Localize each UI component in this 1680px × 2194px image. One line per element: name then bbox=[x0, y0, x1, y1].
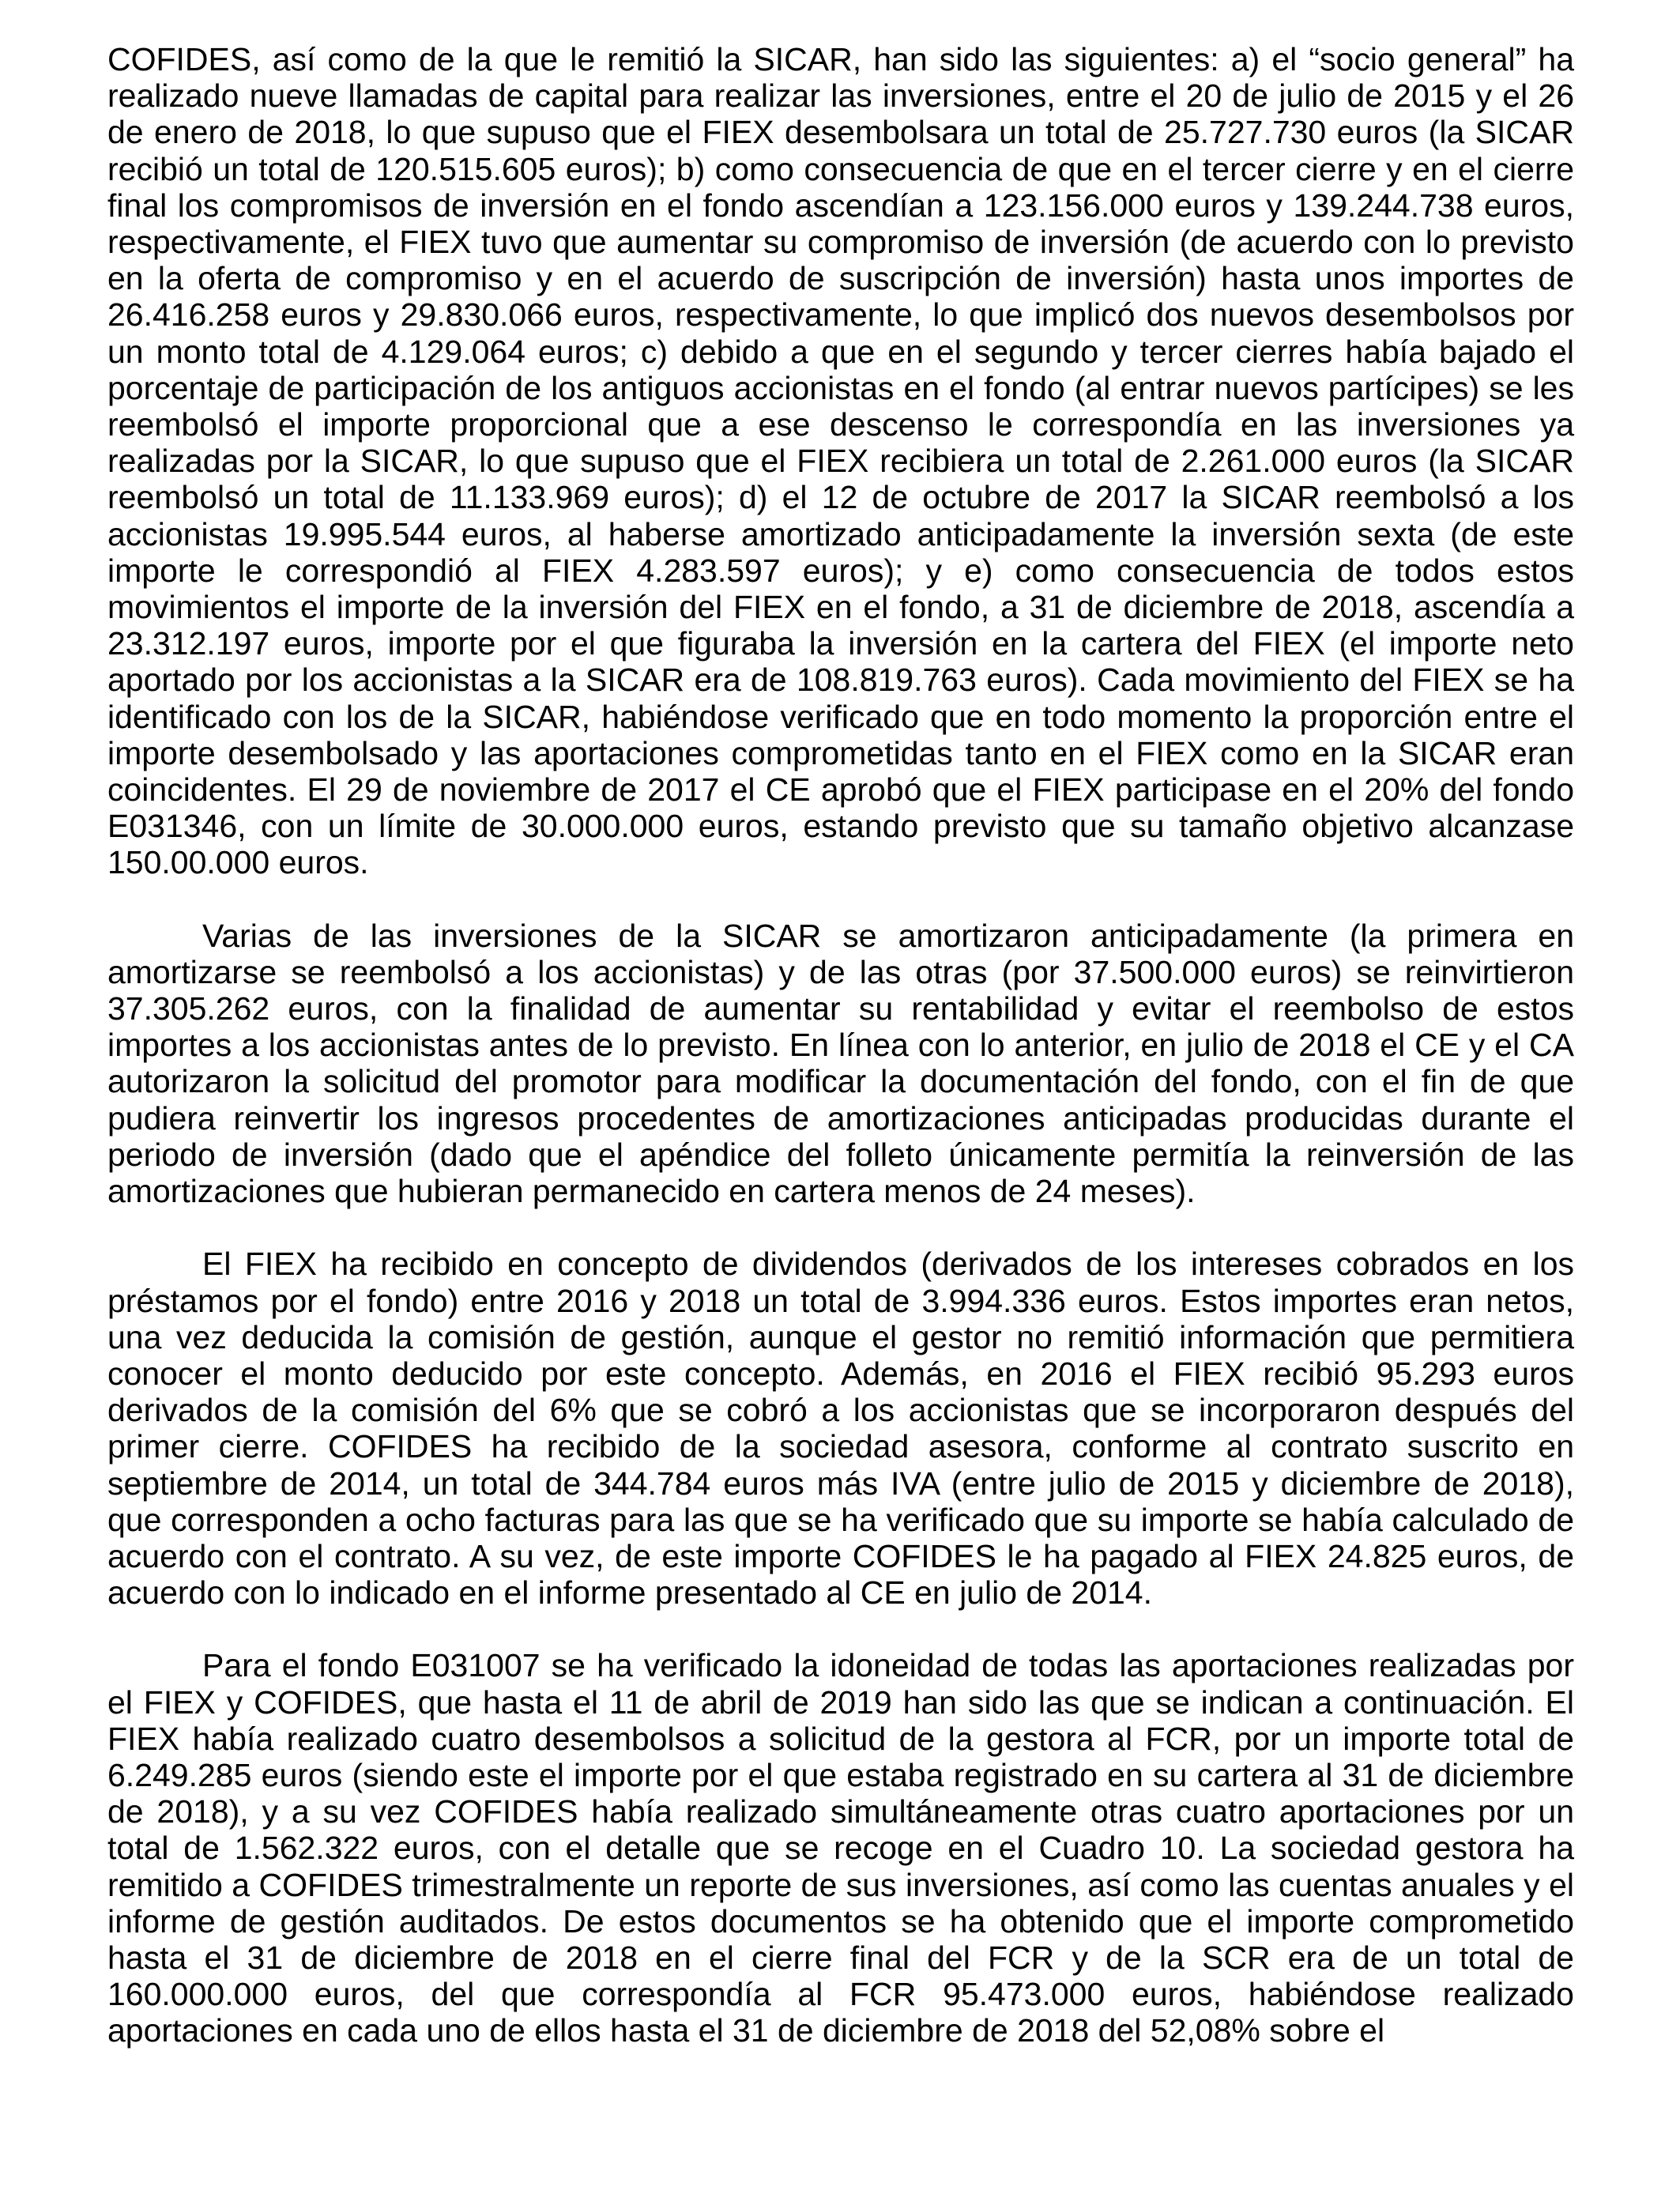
paragraph-dividendos: El FIEX ha recibido en concepto de dividendos (derivados de los intereses cobrados en los préstamos por el fondo) entre 2016 y 2018 un total de 3.994.336 euros. Estos importes eran netos, una vez deducida la comisión de gestión, aunque el gestor no remitió información que permitiera conocer el monto deducido por este concepto. Además, en 2016 el FIEX recibió 95.293 euros derivados de la comisión del 6% que se cobró a los accionistas que se incorporaron después del primer cierre. COFIDES ha recibido de la sociedad asesora, conforme al contrato suscrito en septiembre de 2014, un total de 344.784 euros más IVA (entre julio de 2015 y diciembre de 2018), que corresponden a ocho facturas para las que se ha verificado que su importe se había calculado de acuerdo con el contrato. A su vez, de este importe COFIDES le ha pagado al FIEX 24.825 euros, de acuerdo con lo indicado en el informe presentado al CE en julio de 2014. bbox=[107, 1246, 1574, 1612]
paragraph-continuation: COFIDES, así como de la que le remitió la SICAR, han sido las siguientes: a) el “socio general” ha realizado nueve llamadas de capital para realizar las inversiones, entre el 20 de julio de 2015 y el 26 de enero de 2018, lo que supuso que el FIEX desembolsara un total de 25.727.730 euros (la SICAR recibió un total de 120.515.605 euros); b) como consecuencia de que en el tercer cierre y en el cierre final los compromisos de inversión en el fondo ascendían a 123.156.000 euros y 139.244.738 euros, respectivamente, el FIEX tuvo que aumentar su compromiso de inversión (de acuerdo con lo previsto en la oferta de compromiso y en el acuerdo de suscripción de inversión) hasta unos importes de 26.416.258 euros y 29.830.066 euros, respectivamente, lo que implicó dos nuevos desembolsos por un monto total de 4.129.064 euros; c) debido a que en el segundo y tercer cierres había bajado el porcentaje de participación de los antiguos accionistas en el fondo (al entrar nuevos partícipes) se les reembolsó el importe proporcional que a ese descenso le correspondía en las inversiones ya realizadas por la SICAR, lo que supuso que el FIEX recibiera un total de 2.261.000 euros (la SICAR reembolsó un total de 11.133.969 euros); d) el 12 de octubre de 2017 la SICAR reembolsó a los accionistas 19.995.544 euros, al haberse amortizado anticipadamente la inversión sexta (de este importe le correspondió al FIEX 4.283.597 euros); y e) como consecuencia de todos estos movimientos el importe de la inversión del FIEX en el fondo, a 31 de diciembre de 2018, ascendía a 23.312.197 euros, importe por el que figuraba la inversión en la cartera del FIEX (el importe neto aportado por los accionistas a la SICAR era de 108.819.763 euros). Cada movimiento del FIEX se ha identificado con los de la SICAR, habiéndose verificado que en todo momento la proporción entre el importe desembolsado y las aportaciones comprometidas tanto en el FIEX como en la SICAR eran coincidentes. El 29 de noviembre de 2017 el CE aprobó que el FIEX participase en el 20% del fondo E031346, con un límite de 30.000.000 euros, estando previsto que su tamaño objetivo alcanzase 150.00.000 euros. bbox=[107, 41, 1574, 881]
paragraph-reinversion: Varias de las inversiones de la SICAR se amortizaron anticipadamente (la primera en amortizarse se reembolsó a los accionistas) y de las otras (por 37.500.000 euros) se reinvirtieron 37.305.262 euros, con la finalidad de aumentar su rentabilidad y evitar el reembolso de estos importes a los accionistas antes de lo previsto. En línea con lo anterior, en julio de 2018 el CE y el CA autorizaron la solicitud del promotor para modificar la documentación del fondo, con el fin de que pudiera reinvertir los ingresos procedentes de amortizaciones anticipadas producidas durante el periodo de inversión (dado que el apéndice del folleto únicamente permitía la reinversión de las amortizaciones que hubieran permanecido en cartera menos de 24 meses). bbox=[107, 917, 1574, 1210]
paragraph-fondo-e031007: Para el fondo E031007 se ha verificado la idoneidad de todas las aportaciones realizadas por el FIEX y COFIDES, que hasta el 11 de abril de 2019 han sido las que se indican a continuación. El FIEX había realizado cuatro desembolsos a solicitud de la gestora al FCR, por un importe total de 6.249.285 euros (siendo este el importe por el que estaba registrado en su cartera al 31 de diciembre de 2018), y a su vez COFIDES había realizado simultáneamente otras cuatro aportaciones por un total de 1.562.322 euros, con el detalle que se recoge en el Cuadro 10. La sociedad gestora ha remitido a COFIDES trimestralmente un reporte de sus inversiones, así como las cuentas anuales y el informe de gestión auditados. De estos documentos se ha obtenido que el importe comprometido hasta el 31 de diciembre de 2018 en el cierre final del FCR y de la SCR era de un total de 160.000.000 euros, del que correspondía al FCR 95.473.000 euros, habiéndose realizado aportaciones en cada uno de ellos hasta el 31 de diciembre de 2018 del 52,08% sobre el bbox=[107, 1647, 1574, 2049]
document-page bbox=[107, 41, 1574, 2049]
